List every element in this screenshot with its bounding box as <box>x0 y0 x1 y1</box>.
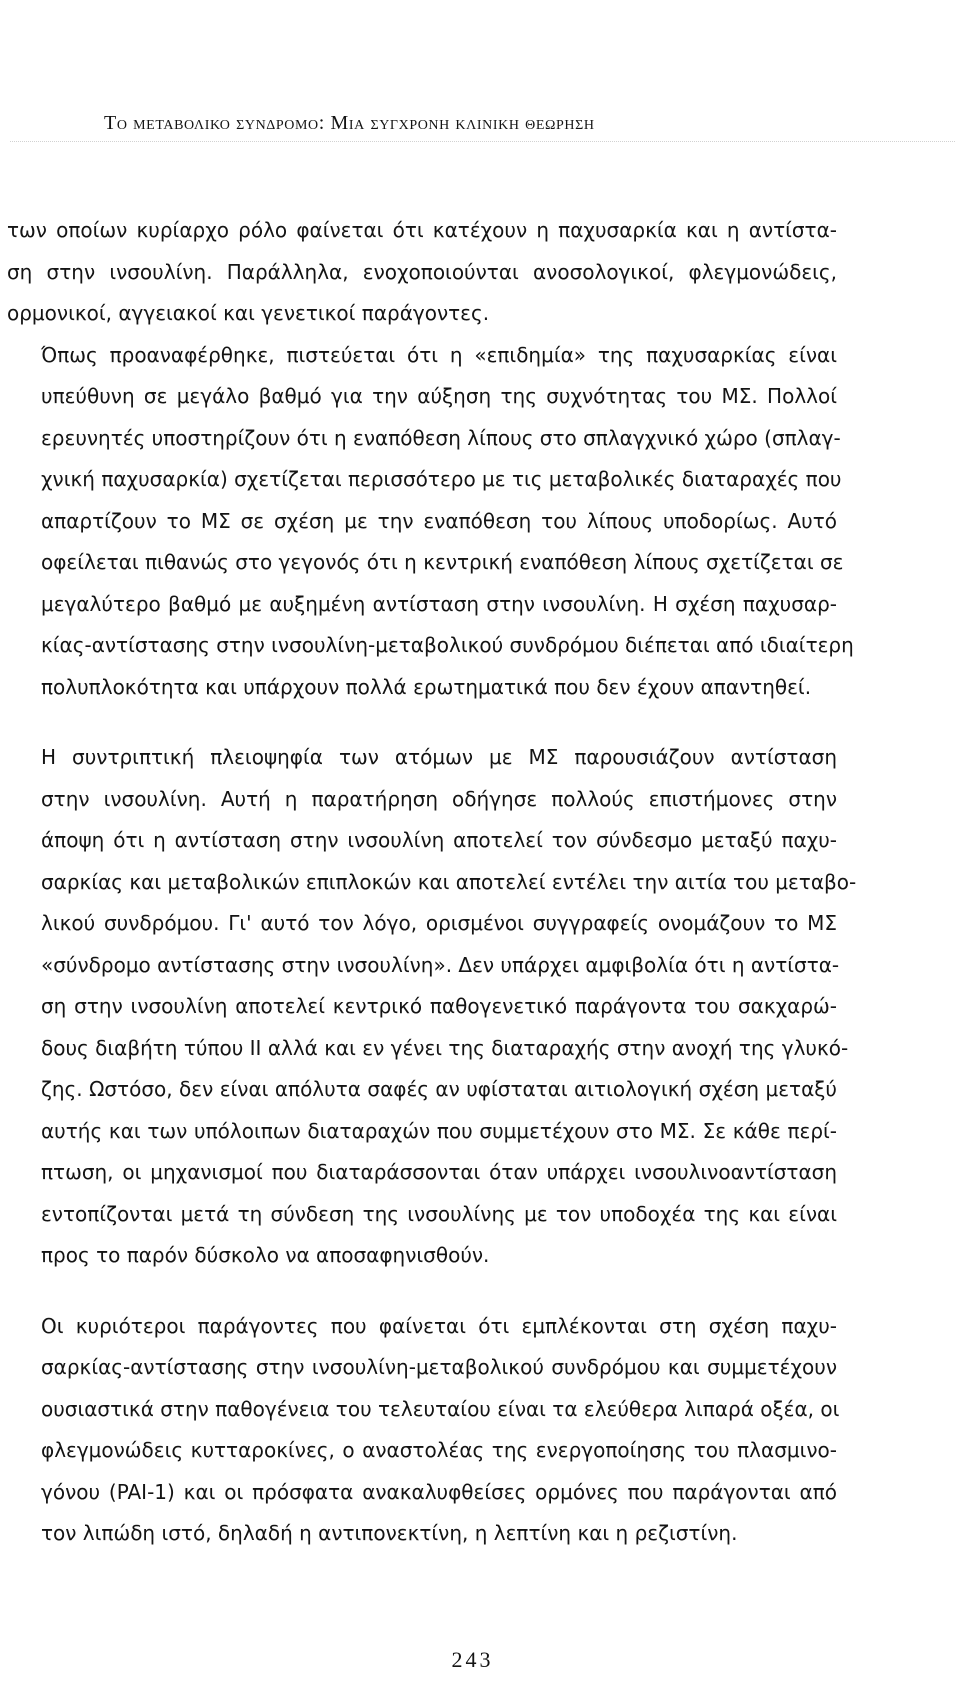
text-line: άποψη ότι η αντίσταση στην ινσουλίνη αποτελεί τον σύνδεσμο μεταξύ παχυ- <box>41 828 837 852</box>
text-line: Οι κυριότεροι παράγοντες που φαίνεται ότι εμπλέκονται στη σχέση παχυ- <box>41 1313 837 1338</box>
text-line: πολυπλοκότητα και υπάρχουν πολλά ερωτηματικά που δεν έχουν απαντηθεί. <box>41 674 812 699</box>
text-line: ερευνητές υποστηρίζουν ότι η εναπόθεση λίπους στο σπλαγχνικό χώρο (σπλαγ- <box>41 425 841 450</box>
text-line: οφείλεται πιθανώς στο γεγονός ότι η κεντρική εναπόθεση λίπους σχετίζεται σε <box>41 550 844 574</box>
page-number: 243 <box>451 1647 494 1672</box>
header-rule <box>10 141 955 142</box>
text-line: τον λιπώδη ιστό, δηλαδή η αντιπονεκτίνη, η λεπτίνη και η ρεζιστίνη. <box>41 1521 738 1545</box>
text-line: σαρκίας-αντίστασης στην ινσουλίνη-μεταβολικού συνδρόμου και συμμετέχουν <box>41 1355 837 1379</box>
text-line: γόνου (PAI-1) και οι πρόσφατα ανακαλυφθείσες ορμόνες που παράγονται από <box>41 1479 837 1504</box>
text-line: ουσιαστικά στην παθογένεια του τελευταίου είναι τα ελεύθερα λιπαρά οξέα, οι <box>41 1396 840 1421</box>
text-line: υπεύθυνη σε μεγάλο βαθμό για την αύξηση της συχνότητας του ΜΣ. Πολλοί <box>41 384 837 408</box>
text-line: ση στην ινσουλίνη. Παράλληλα, ενοχοποιούνται ανοσολογικοί, φλεγμονώδεις, <box>7 259 837 284</box>
paragraph-3 <box>7 737 857 1277</box>
text-line: πτωση, οι μηχανισμοί που διαταράσσονται όταν υπάρχει ινσουλινοαντίσταση <box>41 1160 837 1184</box>
text-line: χνική παχυσαρκία) σχετίζεται περισσότερο με τις μεταβολικές διαταραχές που <box>41 467 842 491</box>
text-line: εντοπίζονται μετά τη σύνδεση της ινσουλίνης με τον υποδοχέα της και είναι <box>41 1201 837 1226</box>
text-line: Η συντριπτική πλειοψηφία των ατόμων με ΜΣ παρουσιάζουν αντίσταση <box>41 745 837 769</box>
text-line: σαρκίας και μεταβολικών επιπλοκών και αποτελεί εντέλει την αιτία του μεταβο- <box>41 869 857 894</box>
text-line: μεγαλύτερο βαθμό με αυξημένη αντίσταση στην ινσουλίνη. Η σχέση παχυσαρ- <box>41 591 837 616</box>
paragraph-1 <box>7 210 837 335</box>
text-line: απαρτίζουν το ΜΣ σε σχέση με την εναπόθεση του λίπους υποδορίως. Αυτό <box>41 508 837 533</box>
text-line: φλεγμονώδεις κυτταροκίνες, ο αναστολέας της ενεργοποίησης του πλασμινο- <box>41 1438 837 1462</box>
text-line: ση στην ινσουλίνη αποτελεί κεντρικό παθογενετικό παράγοντα του σακχαρώ- <box>41 994 837 1018</box>
paragraph-4 <box>7 1306 840 1555</box>
body-text <box>7 210 857 1555</box>
running-head: Το μεταβολικο συνδρομο: Μια συγχρονη κλινικη θεωρηση <box>104 112 595 134</box>
text-line: προς το παρόν δύσκολο να αποσαφηνισθούν. <box>41 1243 490 1267</box>
text-line: «σύνδρομο αντίστασης στην ινσουλίνη». Δεν υπάρχει αμφιβολία ότι η αντίστα- <box>41 952 840 977</box>
text-line: ζης. Ωστόσο, δεν είναι απόλυτα σαφές αν υφίσταται αιτιολογική σχέση μεταξύ <box>41 1077 837 1101</box>
text-line: δους διαβήτη τύπου II αλλά και εν γένει της διαταραχής στην ανοχή της γλυκό- <box>41 1035 849 1060</box>
text-line: στην ινσουλίνη. Αυτή η παρατήρηση οδήγησε πολλούς επιστήμονες στην <box>41 786 837 811</box>
text-line: λικού συνδρόμου. Γι' αυτό τον λόγο, ορισμένοι συγγραφείς ονομάζουν το ΜΣ <box>41 911 837 935</box>
paragraph-2 <box>7 335 854 709</box>
text-line: Όπως προαναφέρθηκε, πιστεύεται ότι η «επιδημία» της παχυσαρκίας είναι <box>41 342 837 367</box>
text-line: κίας-αντίστασης στην ινσουλίνη-μεταβολικού συνδρόμου διέπεται από ιδιαίτερη <box>41 633 854 657</box>
text-line: αυτής και των υπόλοιπων διαταραχών που συμμετέχουν στο ΜΣ. Σε κάθε περί- <box>41 1118 837 1143</box>
text-line: ορμονικοί, αγγειακοί και γενετικοί παράγοντες. <box>7 301 490 325</box>
text-line: των οποίων κυρίαρχο ρόλο φαίνεται ότι κατέχουν η παχυσαρκία και η αντίστα- <box>7 218 837 242</box>
